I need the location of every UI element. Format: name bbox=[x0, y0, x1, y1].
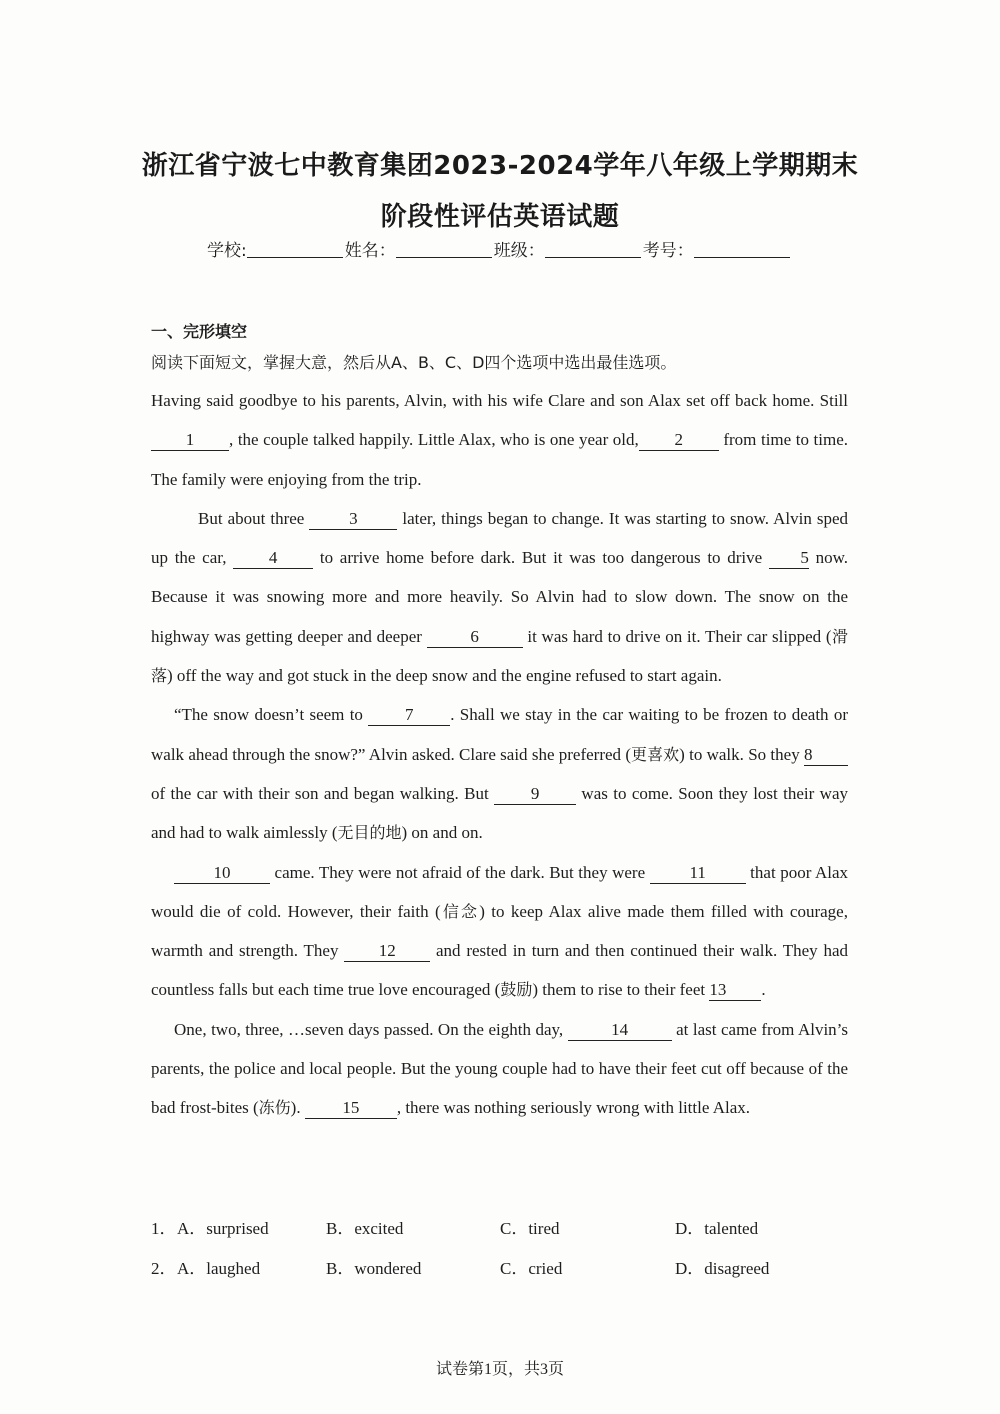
cloze-passage bbox=[151, 381, 848, 1128]
passage-text: One, two, three, …seven days passed. On the eighth day, bbox=[174, 1019, 568, 1039]
passage-text: and rested in turn and then continued their walk. They had countless falls but each time true love encouraged ( bbox=[151, 941, 848, 1000]
class-label: 班级： bbox=[493, 241, 545, 261]
option-a: A．laughed bbox=[177, 1259, 261, 1278]
chinese-gloss: 无目的地 bbox=[337, 823, 402, 843]
blank-13: 13 bbox=[709, 980, 761, 1001]
school-label: 学校: bbox=[207, 241, 247, 261]
school-blank bbox=[247, 239, 343, 258]
passage-text: . bbox=[761, 980, 766, 1000]
passage-paragraph-2 bbox=[151, 499, 848, 695]
passage-text: ) them to rise to their feet bbox=[532, 980, 710, 1000]
blank-8: 8 bbox=[804, 745, 848, 766]
passage-text: now. Because it was snowing more and more heavily. So Alvin had to slow down. The snow on the highway was getting deeper and deeper bbox=[151, 548, 848, 646]
passage-text: ) to walk. So they bbox=[679, 744, 804, 764]
exam-title-line1: 浙江省宁波七中教育集团2023-2024学年八年级上学期期末 bbox=[141, 151, 859, 181]
passage-text: ) to keep Alax alive made them filled with courage, warmth and strength. They bbox=[151, 901, 848, 961]
section-instruction: 阅读下面短文，掌握大意，然后从A、B、C、D四个选项中选出最佳选项。 bbox=[151, 353, 677, 372]
option-d: D．disagreed bbox=[675, 1259, 770, 1278]
passage-text: came. They were not afraid of the dark. But they were bbox=[270, 862, 650, 882]
passage-text: at last came from Alvin’s parents, the police and local people. But the young couple had to have their feet cut off because of the bad frost-bites ( bbox=[151, 1019, 849, 1118]
passage-paragraph-4 bbox=[151, 853, 848, 1010]
question-number: 2． bbox=[151, 1259, 177, 1278]
passage-text: that poor Alax would die of cold. However, their faith ( bbox=[151, 862, 848, 921]
passage-text: of the car with their son and began walking. But bbox=[151, 783, 495, 803]
name-blank bbox=[396, 239, 492, 258]
blank-15: 15 bbox=[305, 1098, 397, 1119]
chinese-gloss: 更喜欢 bbox=[631, 744, 680, 764]
passage-text: to arrive home before dark. But it was too dangerous to drive bbox=[313, 548, 769, 568]
passage-paragraph-5 bbox=[151, 1010, 848, 1128]
passage-text: , the couple talked happily. Little Alax, who is one year old, bbox=[229, 430, 639, 450]
blank-3: 3 bbox=[309, 509, 397, 530]
chinese-gloss: 鼓励 bbox=[500, 980, 533, 1000]
blank-1: 1 bbox=[151, 430, 229, 451]
passage-text: later, things began to change. It was starting to snow. Alvin sped up the car, bbox=[151, 508, 848, 568]
passage-text: ) off the way and got stuck in the deep snow and the engine refused to start again. bbox=[167, 666, 722, 686]
passage-text: ). bbox=[290, 1098, 305, 1118]
blank-2: 2 bbox=[639, 430, 719, 451]
option-d: D．talented bbox=[675, 1219, 759, 1238]
question-number: 1． bbox=[151, 1219, 177, 1238]
passage-text: , there was nothing seriously wrong with little Alax. bbox=[396, 1098, 751, 1118]
option-c: C．tired bbox=[500, 1219, 560, 1238]
passage-text: Having said goodbye to his parents, Alvin, with his wife Clare and son Alax set off back home. Still bbox=[151, 391, 848, 410]
chinese-gloss: 滑落 bbox=[151, 626, 848, 686]
passage-paragraph-3 bbox=[151, 695, 848, 852]
option-c: C．cried bbox=[500, 1259, 563, 1278]
blank-14: 14 bbox=[568, 1020, 672, 1041]
passage-paragraph-1 bbox=[151, 381, 848, 499]
blank-6: 6 bbox=[427, 627, 523, 648]
page-footer: 试卷第1页，共3页 bbox=[435, 1361, 564, 1378]
blank-7: 7 bbox=[368, 705, 450, 726]
option-b: B．excited bbox=[326, 1219, 404, 1238]
name-label: 姓名： bbox=[344, 241, 396, 261]
blank-5: 5 bbox=[769, 548, 809, 569]
exam-title-line2: 阶段性评估英语试题 bbox=[380, 202, 620, 232]
passage-text: was to come. Soon they lost their way and had to walk aimlessly ( bbox=[151, 783, 848, 843]
passage-text: ) on and on. bbox=[401, 823, 483, 843]
passage-text: “The snow doesn’t seem to bbox=[174, 705, 369, 725]
blank-12: 12 bbox=[344, 941, 430, 962]
exam-number-label: 考号： bbox=[642, 241, 694, 261]
chinese-gloss: 冻伤 bbox=[258, 1098, 291, 1118]
passage-text: it was hard to drive on it. Their car slipped ( bbox=[522, 626, 832, 646]
passage-text: . Shall we stay in the car waiting to be frozen to death or walk ahead through the snow?” Alvin asked. Clare said she preferred ( bbox=[151, 705, 848, 764]
option-b: B．wondered bbox=[326, 1259, 422, 1278]
class-blank bbox=[545, 239, 641, 258]
blank-4: 4 bbox=[233, 548, 313, 569]
option-a: A．surprised bbox=[177, 1219, 269, 1238]
passage-text: from time to time. The family were enjoying from the trip. bbox=[151, 430, 849, 489]
section-heading: 一、完形填空 bbox=[151, 322, 248, 341]
blank-10: 10 bbox=[174, 863, 270, 884]
blank-9: 9 bbox=[494, 784, 576, 805]
student-info-line bbox=[207, 236, 792, 261]
chinese-gloss: 信念 bbox=[440, 901, 480, 921]
blank-11: 11 bbox=[650, 863, 746, 884]
passage-text: But about three bbox=[198, 508, 310, 528]
exam-number-blank bbox=[694, 239, 790, 258]
